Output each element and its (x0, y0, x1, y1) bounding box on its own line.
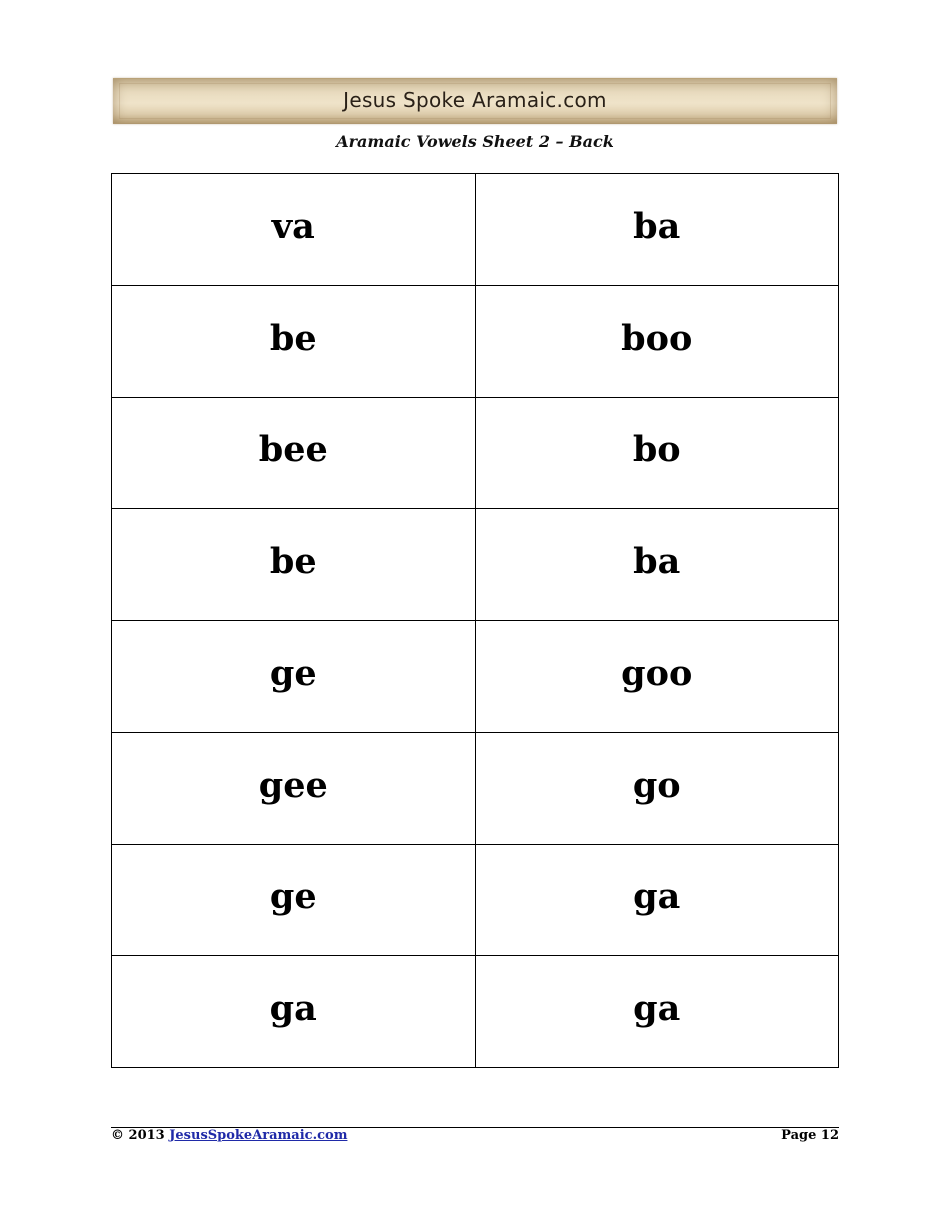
site-banner (113, 78, 837, 124)
card-row (112, 174, 839, 286)
flashcard-cell: bo (475, 397, 839, 509)
sheet-subtitle: Aramaic Vowels Sheet 2 – Back (336, 132, 614, 151)
flashcard-cell: ba (475, 509, 839, 621)
flashcard-cell: ba (475, 174, 839, 286)
flashcard-cell: va (112, 174, 476, 286)
flashcard-cell: ga (475, 844, 839, 956)
flashcard-cell: gee (112, 732, 476, 844)
page-number: Page 12 (781, 1128, 839, 1143)
flashcard-cell: ga (112, 956, 476, 1068)
flashcard-grid (111, 173, 839, 1068)
card-row (112, 285, 839, 397)
footer-copyright (111, 1128, 347, 1143)
banner-title: Jesus Spoke Aramaic.com (343, 88, 607, 112)
card-row (112, 844, 839, 956)
card-row (112, 732, 839, 844)
flashcard-cell: go (475, 732, 839, 844)
flashcard-cell: goo (475, 621, 839, 733)
flashcard-cell: ga (475, 956, 839, 1068)
flashcard-cell: ge (112, 844, 476, 956)
flashcard-cell: ge (112, 621, 476, 733)
flashcard-cell: boo (475, 285, 839, 397)
card-row (112, 621, 839, 733)
site-link[interactable]: JesusSpokeAramaic.com (169, 1128, 348, 1143)
copyright-text: © 2013 (111, 1128, 165, 1143)
card-row (112, 956, 839, 1068)
flashcard-cell: be (112, 285, 476, 397)
flashcard-cell: be (112, 509, 476, 621)
card-row (112, 397, 839, 509)
card-row (112, 509, 839, 621)
flashcard-cell: bee (112, 397, 476, 509)
